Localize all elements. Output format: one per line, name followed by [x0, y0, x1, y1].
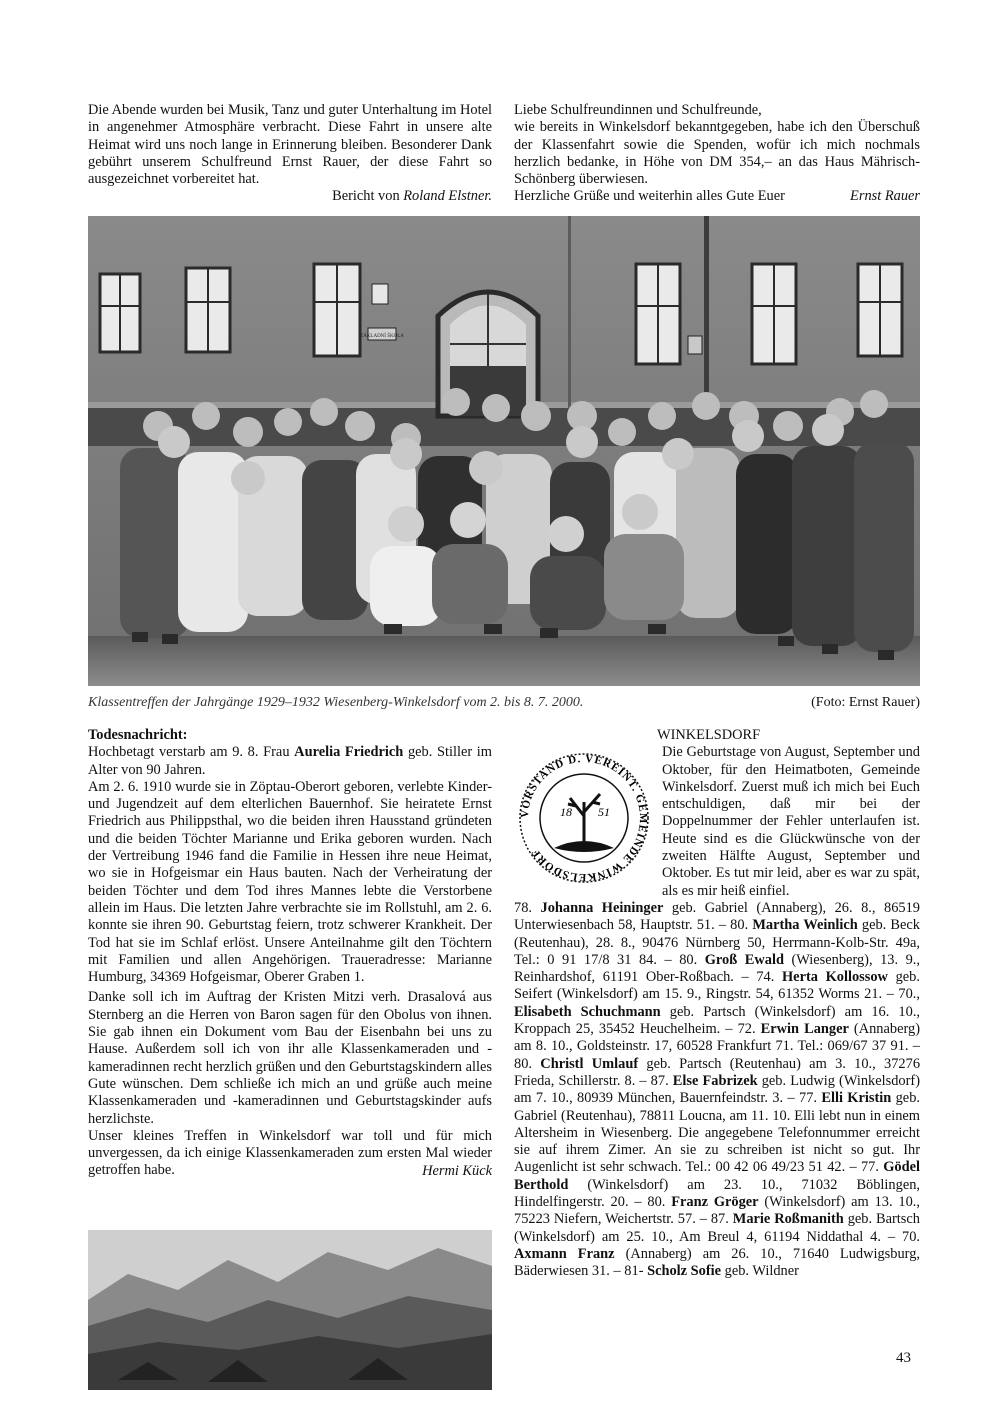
seal-ring-text: VORSTAND D. VEREINT. GEMEINDE WINKELSDORF	[518, 753, 650, 884]
deceased-name: Aurelia Friedrich	[294, 744, 404, 761]
seal-icon	[514, 746, 654, 890]
obituary-body: Am 2. 6. 1910 wurde sie in Zöptau-Oberort geboren, verlebte Kinder- und Jugendzeit auf dem elterlichen Bauernhof. Sie heiratete Ernst Friedrich aus Philippsthal, wo die beiden ihren Hausstand gründeten und die beiden Töchter Marianne und Erika geboren wurden. Nach der Vertreibung 1946 fand die Familie in Hessen ihre neue Heimat, wo sie in Hofgeismar ein Haus bauten. Nach der Verheiratung der beiden Töchter und dem Tod ihres Mannes lebte die Verstorbene allein im Haus. Die letzten Jahre verbrachte sie im Rollstuhl, am 2. 6. konnte sie ihren 90. Geburtstag feiern, trotz schwerer Krankheit. Der Tod hat sie im Schlaf erlöst. Unsere Anteilnahme gilt den Töchtern mit Familien und allen Angehörigen. Traueradresse: Marianne Humburg, 34369 Hofgeismar, Oberer Graben 1.	[88, 778, 492, 986]
thanks-paragraph: Danke soll ich im Auftrag der Kristen Mitzi verh. Drasalová aus Sternberg an die Herren von Baron sagen für den Obolus von ihnen. Sie gab ihnen ein Dokument vom Bau der Eisenbahn bei uns zu Hause. Außerdem soll ich von ihr alle Klassenkameraden und -kameradinnen recht herzlich grüßen und den Geburtstagskindern alles Gute wünschen. Dem schließe ich mich an und grüße auch meine Klassenkameraden und -kameradinnen und Geburtstagskinder aufs herzlichste.	[88, 989, 492, 1127]
winkelsdorf-column	[514, 727, 920, 1281]
group-photo	[88, 216, 920, 686]
obituary-intro: Hochbetagt verstarb am 9. 8. Frau Aurelia Friedrich geb. Stiller im Alter von 90 Jahren.	[88, 744, 492, 778]
letter-column	[514, 102, 920, 206]
report-column	[88, 102, 492, 206]
photo-caption	[88, 694, 920, 711]
letter-closing: Herzliche Grüße und weiterhin alles Gute Euer Ernst Rauer	[514, 188, 920, 205]
report-byline: Bericht von Roland Elstner.	[332, 188, 492, 205]
obituary-column	[88, 727, 492, 1180]
letter-greeting: Liebe Schulfreundinnen und Schulfreunde,	[514, 102, 762, 118]
birthday-list: 78. Johanna Heininger geb. Gabriel (Annaberg), 26. 8., 86519 Unterwiesenbach 58, Hauptstr. 51. – 80. Martha Weinlich geb. Beck (Reutenhau), 28. 8., 90476 Nürnberg 50, Herrmann-Kolb-Str. 49a, Tel.: 0 91 17/8 31 84. – 80. Groß Ewald (Wiesenberg), 13. 9., Reinhardshof, 61191 Ober-Roßbach. – 74. Herta Kollossow geb. Seifert (Winkelsdorf) am 15. 9., Ringstr. 54, 61352 Worms 21. – 70., Elisabeth Schuchmann geb. Partsch (Winkelsdorf) am 16. 10., Kroppach 25, 35452 Heuchelheim. – 72. Erwin Langer (Annaberg) am 8. 10., Goldsteinstr. 17, 60528 Frankfurt 71. Tel.: 069/67 37 91. – 80. Christl Umlauf geb. Partsch (Reutenhau) am 3. 10., 37276 Frieda, Schillerstr. 8. – 87. Else Fabrizek geb. Ludwig (Winkelsdorf) am 7. 10., 80939 München, Bauernfeindstr. 3. – 77. Elli Kristin geb. Gabriel (Reutenhau), 78811 Loucna, am 11. 10. Elli lebt nun in einem Altersheim in Wiesenberg. Die angegebene Telefonnummer erreicht sie auf ihrem Zimer. An sie zu schreiben ist nicht so gut. Ihr Augenlicht ist sehr schwach. Tel.: 00 42 06 49/23 51 42. – 77. Gödel Berthold (Winkelsdorf) am 23. 10., 71032 Böblingen, Hindelfingerstr. 20. – 80. Franz Gröger (Winkelsdorf) am 13. 10., 75223 Niefern, Weichertstr. 57. – 87. Marie Roßmanith geb. Bartsch (Winkelsdorf) am 25. 10., Am Breul 4, 61194 Niddathal 4. – 70. Axmann Franz (Annaberg) am 26. 10., 71640 Ludwigsburg, Bäderwiesen 31. – 81- Scholz Sofie geb. Wildner	[514, 899, 921, 1280]
photo-credit: (Foto: Ernst Rauer)	[811, 695, 920, 710]
page-number: 43	[896, 1350, 911, 1366]
meeting-paragraph: Unser kleines Treffen in Winkelsdorf war toll und für mich unvergessen, da ich einige Klassenkameraden zum ersten Mal wieder getroffen habe.	[88, 1127, 492, 1179]
landscape-photo	[88, 1230, 492, 1390]
winkelsdorf-heading: WINKELSDORF	[657, 727, 761, 743]
seal-year-right: 51	[598, 805, 610, 820]
community-seal	[514, 746, 654, 890]
report-paragraph: Die Abende wurden bei Musik, Tanz und guter Unterhaltung im Hotel in angenehmer Atmosphäre verbracht. Diese Fahrt in unsere alte Heimat wird uns noch lange in Erinnerung bleiben. Besonderer Dank gebührt unserem Schulfreund Ernst Rauer, der diese Fahrt so ausgezeichnet vorbereitet hat.	[88, 102, 492, 188]
winkelsdorf-intro: Die Geburtstage von August, September und Oktober, für den Heimatboten, Gemeinde Winkelsdorf. Zuerst muß ich mich bei Euch entschuldigen, daß mir bei der Doppelnummer der Fehler unterlaufen ist. Heute sind es die Glückwünsche von der zweiten Hälfte August, September und Oktober. Es tut mir leid, aber es war zu spät, als es mir heiß einfiel.	[662, 744, 920, 899]
landscape-illustration	[88, 1230, 492, 1390]
caption-text: Klassentreffen der Jahrgänge 1929–1932 Wiesenberg-Winkelsdorf vom 2. bis 8. 7. 2000.	[88, 695, 584, 710]
report-author: Roland Elstner.	[403, 188, 492, 205]
letter-signature: Ernst Rauer	[850, 188, 920, 205]
school-sign: ZÁKLADNÍ ŠKOLA	[360, 334, 404, 339]
seal-year-left: 18	[560, 805, 572, 820]
group-photo-illustration	[88, 216, 920, 686]
obituary-signature: Hermi Kück	[422, 1162, 492, 1179]
letter-body: wie bereits in Winkelsdorf bekanntgegeben, habe ich den Überschuß der Klassenfahrt sowie die Spenden, wofür ich mich nochmals herzlich bedanke, in Höhe von DM 354,– an das Haus Mährisch-Schönberg überwiesen.	[514, 119, 920, 188]
obituary-heading: Todesnachricht:	[88, 727, 188, 743]
